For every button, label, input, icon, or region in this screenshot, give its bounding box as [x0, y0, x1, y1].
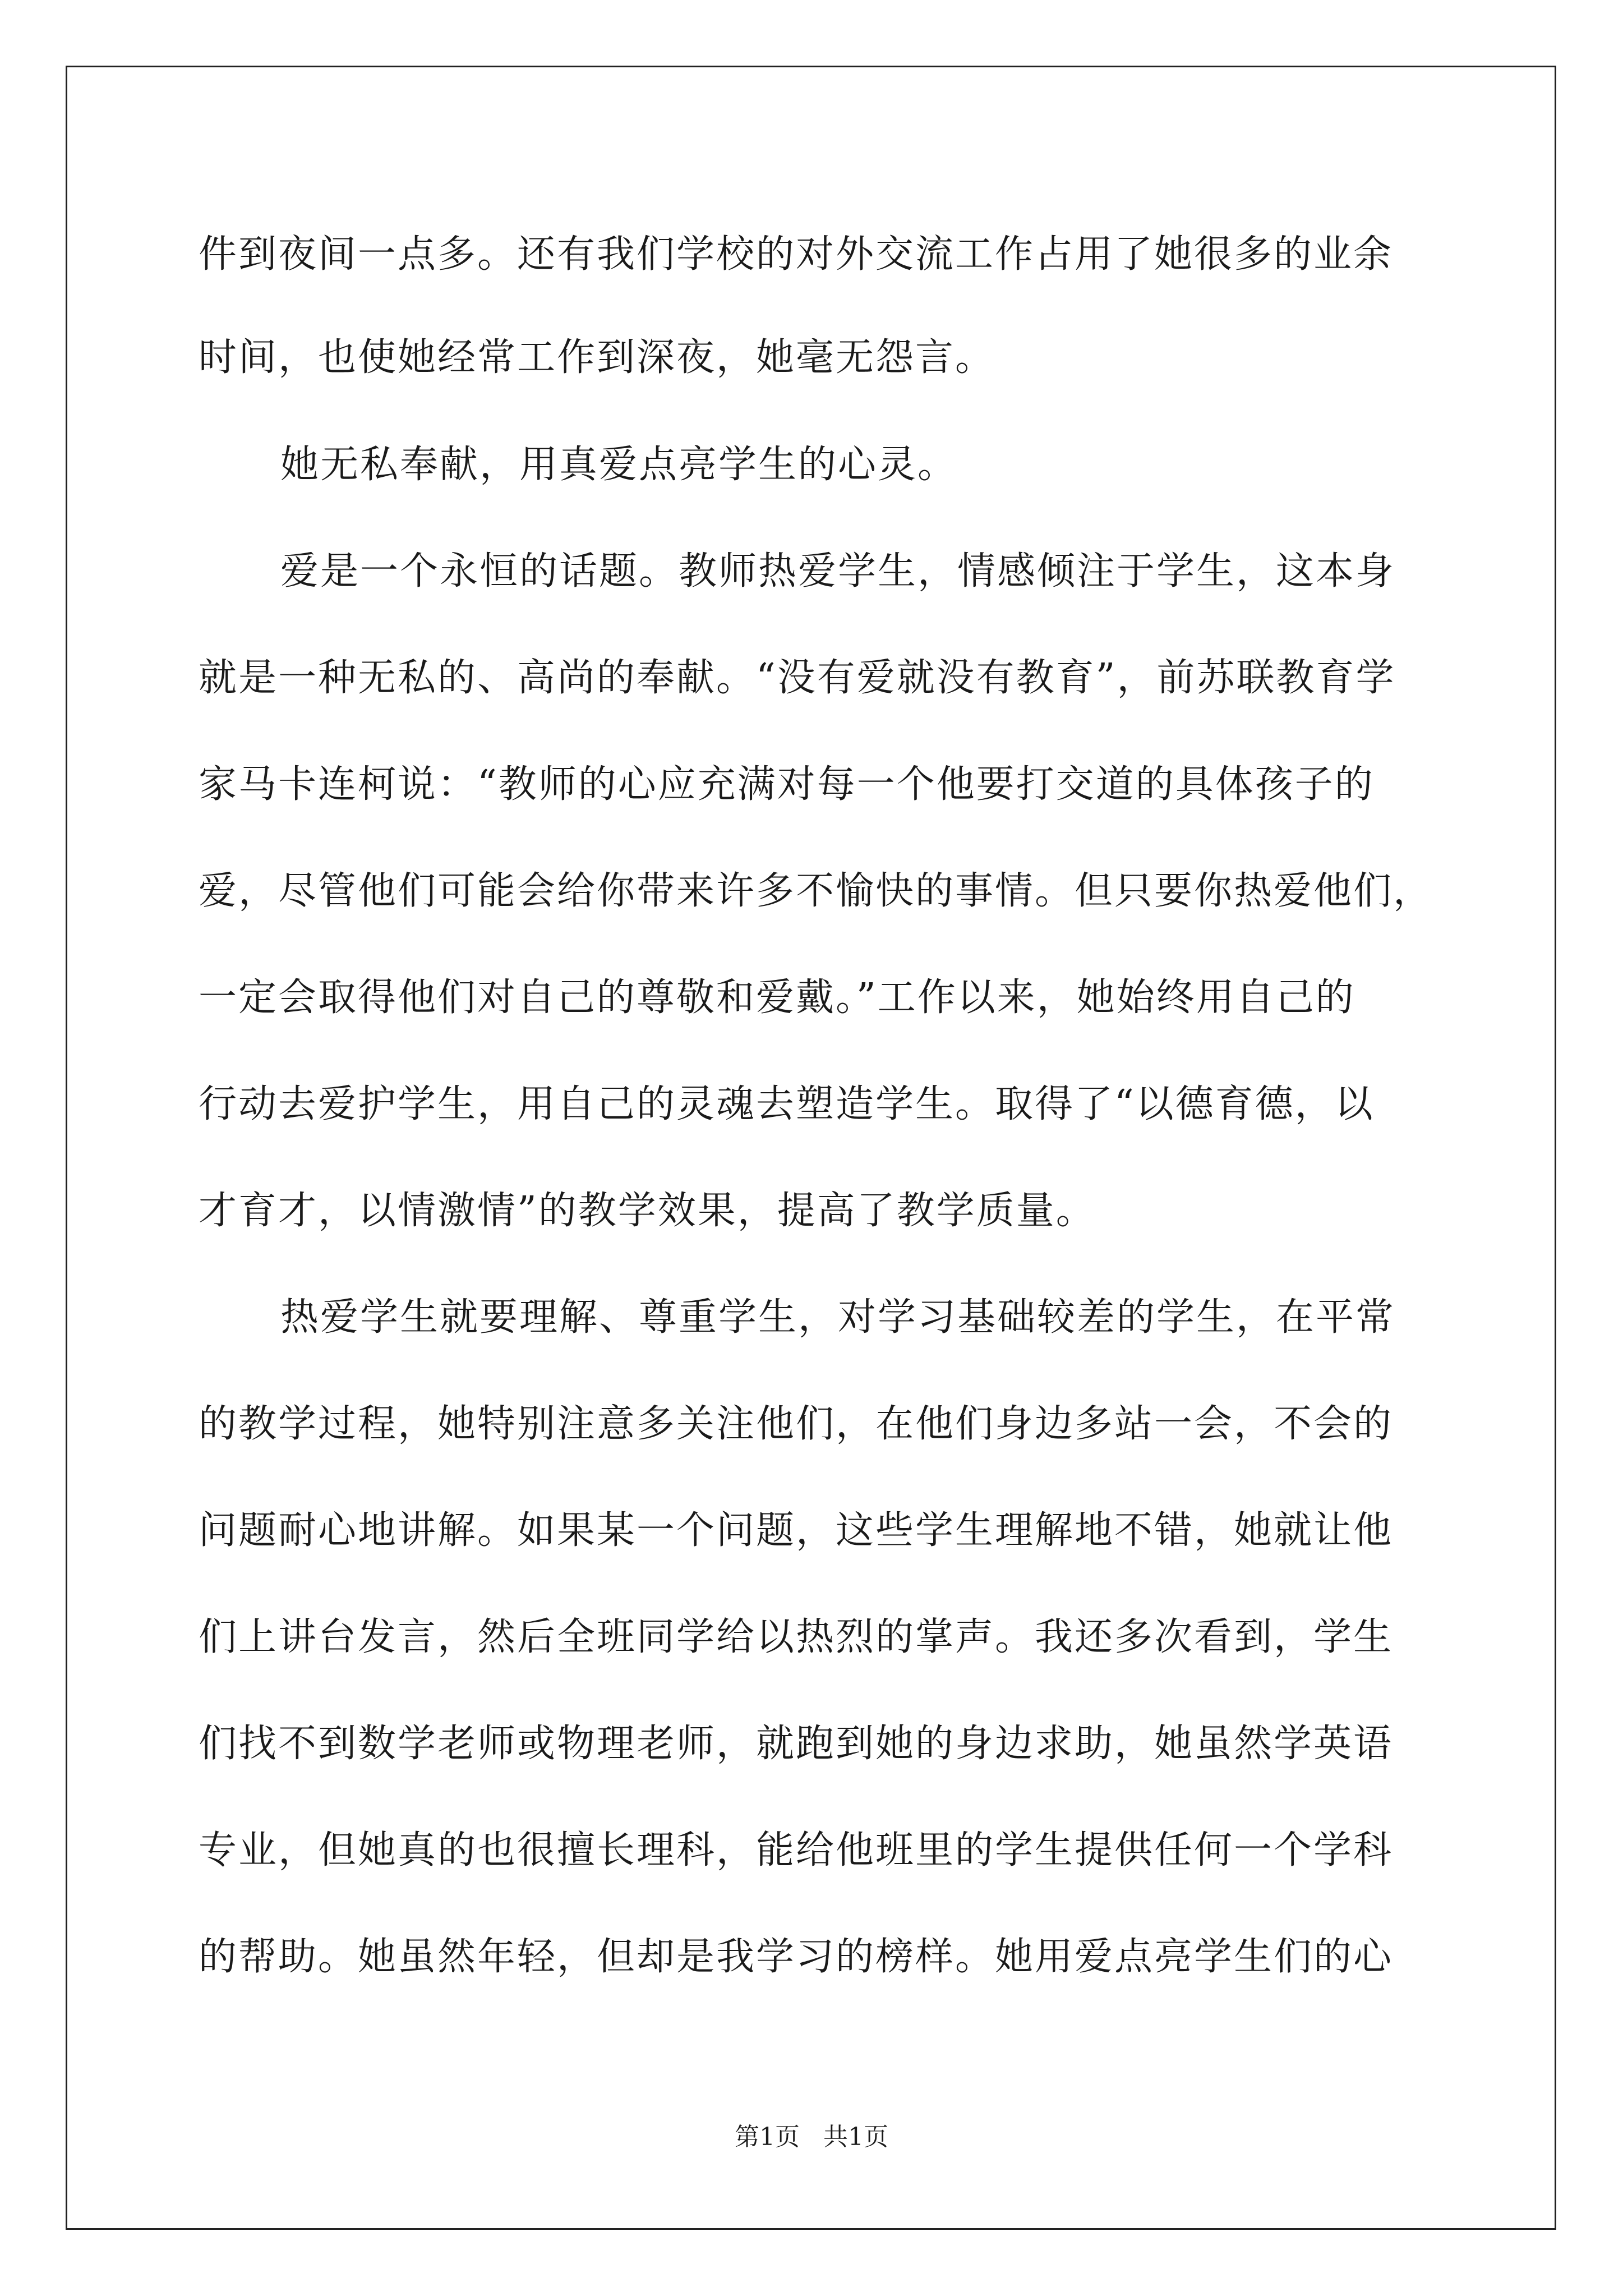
paragraph-heading: 她无私奉献，用真爱点亮学生的心灵。 [280, 443, 958, 487]
body-line-17: 的帮助。她虽然年轻，但却是我学习的榜样。她用爱点亮学生们的心 [199, 1935, 1394, 1979]
body-line-12: 的教学过程，她特别注意多关注他们，在他们身边多站一会，不会的 [199, 1402, 1394, 1446]
body-line-13: 问题耐心地讲解。如果某一个问题，这些学生理解地不错，她就让他 [199, 1508, 1394, 1553]
body-line-11: 热爱学生就要理解、尊重学生，对学习基础较差的学生，在平常 [280, 1295, 1396, 1340]
page-border [66, 66, 1556, 2230]
body-line-10: 才育才，以情激情”的教学效果，提高了教学质量。 [199, 1189, 1096, 1233]
body-line-5: 就是一种无私的、高尚的奉献。“没有爱就没有教育”，前苏联教育学 [199, 656, 1396, 700]
body-line-15: 们找不到数学老师或物理老师，就跑到她的身边求助，她虽然学英语 [199, 1722, 1394, 1766]
body-line-6: 家马卡连柯说：“教师的心应充满对每一个他要打交道的具体孩子的 [199, 762, 1375, 807]
body-line-7: 爱，尽管他们可能会给你带来许多不愉快的事情。但只要你热爱他们， [199, 869, 1433, 913]
body-line-16: 专业，但她真的也很擅长理科，能给他班里的学生提供任何一个学科 [199, 1828, 1394, 1872]
body-line-2: 时间，也使她经常工作到深夜，她毫无怨言。 [199, 335, 995, 380]
body-line-8: 一定会取得他们对自己的尊敬和爱戴。”工作以来，她始终用自己的 [199, 976, 1355, 1020]
page-number-footer: 第1页 共1页 [735, 2123, 888, 2151]
body-line-4: 爱是一个永恒的话题。教师热爱学生，情感倾注于学生，这本身 [280, 549, 1396, 593]
body-line-9: 行动去爱护学生，用自己的灵魂去塑造学生。取得了“以德育德，以 [199, 1082, 1375, 1126]
body-line-1: 件到夜间一点多。还有我们学校的对外交流工作占用了她很多的业余 [199, 232, 1394, 277]
body-line-14: 们上讲台发言，然后全班同学给以热烈的掌声。我还多次看到，学生 [199, 1615, 1394, 1659]
